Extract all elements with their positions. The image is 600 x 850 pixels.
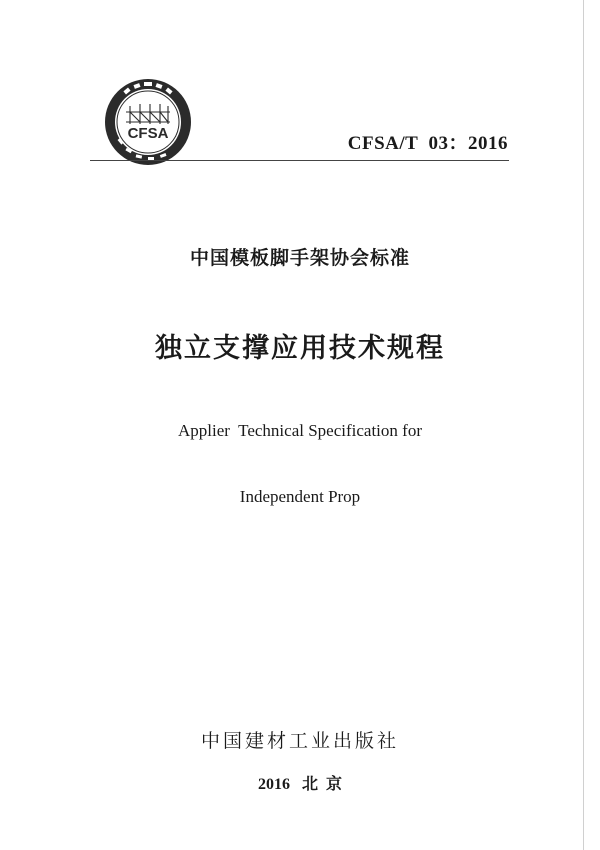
title-english-line-1: Applier Technical Specification for bbox=[178, 421, 422, 440]
imprint-city: 北 京 bbox=[301, 776, 342, 793]
standard-category: 中国模板脚手架协会标准 bbox=[189, 247, 410, 269]
imprint-year: 2016 bbox=[257, 776, 290, 793]
publisher-name: 中国建材工业出版社 bbox=[200, 730, 399, 752]
title-english-line-2: Independent Prop bbox=[239, 487, 361, 506]
header-divider bbox=[90, 160, 509, 161]
title-chinese: 独立支撑应用技术规程 bbox=[155, 333, 445, 364]
standard-code: CFSA/T 03：2016 bbox=[347, 133, 508, 154]
logo-text: CFSA bbox=[127, 125, 169, 142]
imprint bbox=[0, 771, 600, 794]
title-english bbox=[0, 376, 600, 530]
cfsa-logo bbox=[104, 78, 192, 166]
